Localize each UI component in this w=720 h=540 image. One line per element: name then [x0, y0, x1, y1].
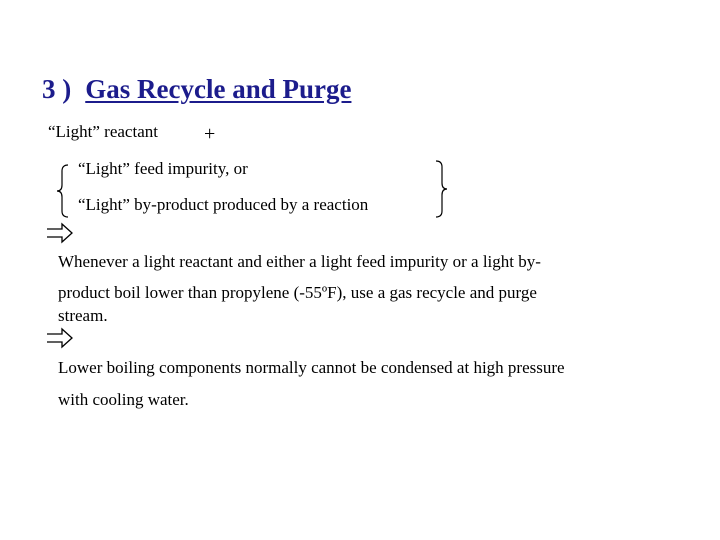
rule1-line1: Whenever a light reactant and either a light feed impurity or a light by-	[58, 252, 541, 271]
rule1-line3: stream.	[58, 306, 108, 325]
rule1-line2: product boil lower than propylene (-55ºF), use a gas recycle and purge	[58, 283, 537, 302]
title-number: 3 )	[42, 74, 72, 104]
light-reactant-label: “Light” reactant	[48, 122, 158, 141]
byproduct-item: “Light” by-product produced by a reaction	[78, 195, 369, 214]
rule2-line1: Lower boiling components normally cannot be condensed at high pressure	[58, 358, 565, 377]
right-curly-brace-icon	[434, 160, 448, 218]
title-text: Gas Recycle and Purge	[85, 74, 352, 104]
implies-arrow-icon	[46, 222, 74, 244]
slide-title	[42, 74, 351, 105]
implies-arrow-icon-2	[46, 327, 74, 349]
rule2-line2: with cooling water.	[58, 390, 189, 409]
plus-sign: +	[204, 123, 216, 145]
feed-impurity-item: “Light” feed impurity, or	[78, 159, 248, 178]
left-curly-brace-icon	[56, 164, 72, 218]
